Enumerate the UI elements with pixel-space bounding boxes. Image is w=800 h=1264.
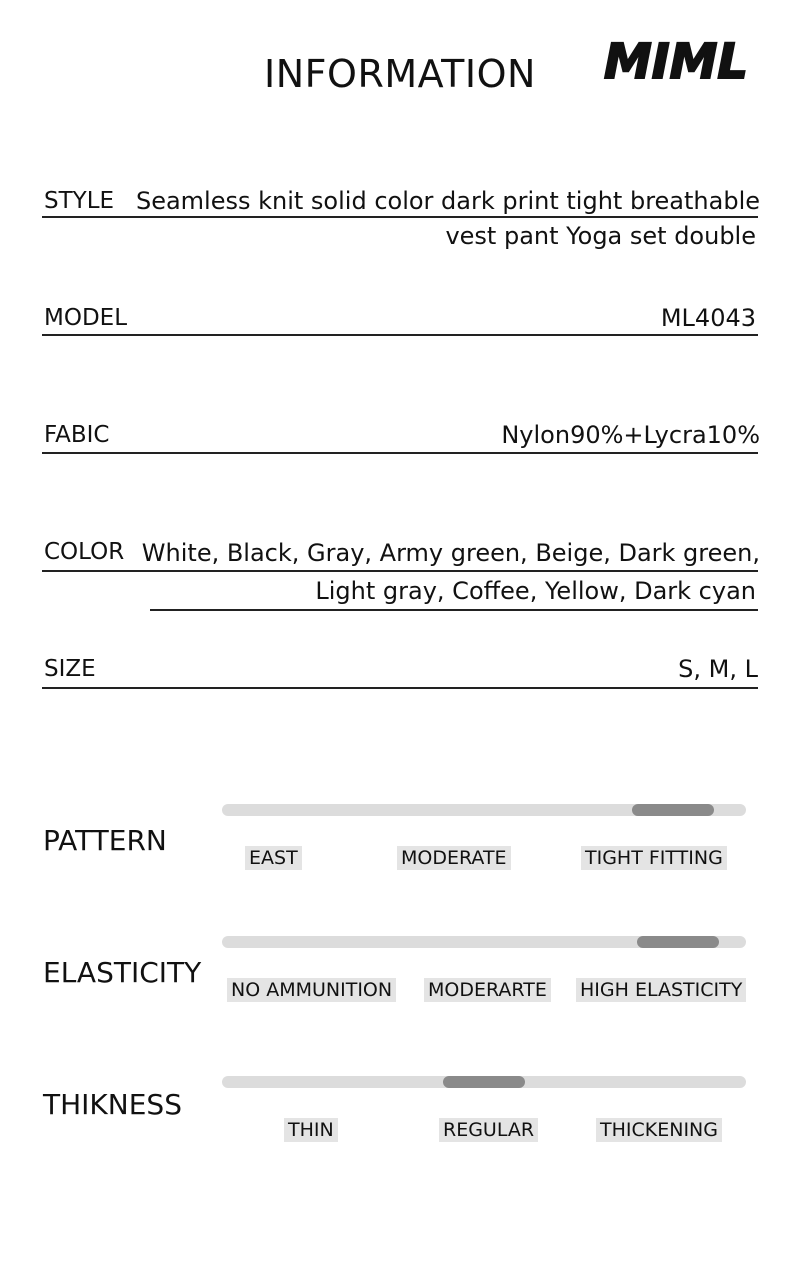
color-divider-2 xyxy=(150,609,758,611)
pattern-label: PATTERN xyxy=(43,824,167,857)
pattern-option-moderate: MODERATE xyxy=(397,846,511,870)
color-divider xyxy=(42,570,758,572)
color-value-line1: White, Black, Gray, Army green, Beige, Dark green, xyxy=(141,539,760,567)
pattern-scale-track xyxy=(222,804,746,816)
elasticity-scale-indicator xyxy=(637,936,719,948)
color-value-line2: Light gray, Coffee, Yellow, Dark cyan xyxy=(315,577,756,605)
model-value: ML4043 xyxy=(660,304,756,332)
thickness-option-thickening: THICKENING xyxy=(596,1118,722,1142)
thickness-scale-track xyxy=(222,1076,746,1088)
style-divider xyxy=(42,216,758,218)
elasticity-option-high-elasticity: HIGH ELASTICITY xyxy=(576,978,746,1002)
model-divider xyxy=(42,334,758,336)
thickness-label: THIKNESS xyxy=(43,1088,182,1121)
color-label: COLOR xyxy=(44,539,125,565)
model-label: MODEL xyxy=(44,305,128,331)
size-label: SIZE xyxy=(44,656,96,682)
thickness-scale-indicator xyxy=(443,1076,525,1088)
elasticity-option-moderarte: MODERARTE xyxy=(424,978,551,1002)
brand-logo xyxy=(596,28,756,92)
elasticity-scale-track xyxy=(222,936,746,948)
brand-logo-text: MIML xyxy=(604,34,748,90)
pattern-scale-indicator xyxy=(632,804,714,816)
pattern-option-east: EAST xyxy=(245,846,302,870)
pattern-option-tight-fitting: TIGHT FITTING xyxy=(581,846,727,870)
fabric-divider xyxy=(42,452,758,454)
fabric-value: Nylon90%+Lycra10% xyxy=(501,421,760,449)
size-value: S, M, L xyxy=(678,655,758,683)
style-value-line2: vest pant Yoga set double xyxy=(445,222,756,250)
style-value-line1: Seamless knit solid color dark print tight breathable xyxy=(135,187,760,215)
thickness-option-regular: REGULAR xyxy=(439,1118,538,1142)
fabric-label: FABIC xyxy=(44,422,110,448)
style-label: STYLE xyxy=(44,188,115,214)
elasticity-option-no-ammunition: NO AMMUNITION xyxy=(227,978,396,1002)
thickness-option-thin: THIN xyxy=(284,1118,338,1142)
size-divider xyxy=(42,687,758,689)
elasticity-label: ELASTICITY xyxy=(43,956,202,989)
page-title: INFORMATION xyxy=(264,52,536,96)
